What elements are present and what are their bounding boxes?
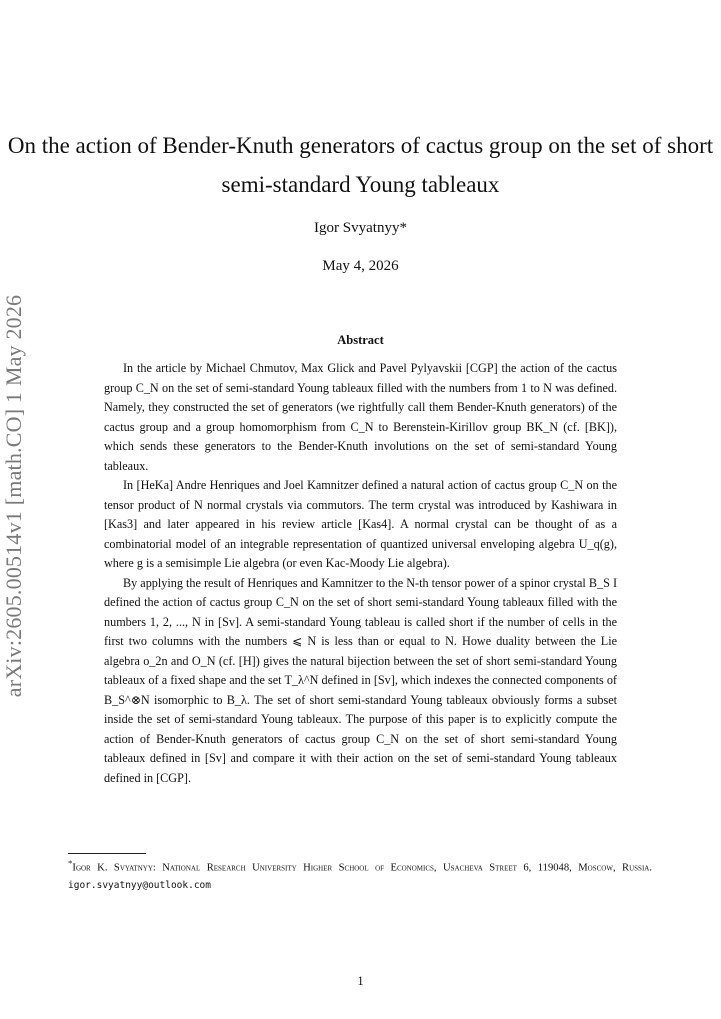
page-number: 1 (357, 974, 364, 988)
abstract-heading: Abstract (337, 333, 384, 347)
author-footnote (68, 855, 652, 894)
abstract-body (104, 359, 617, 788)
author-email-link[interactable]: igor.svyatnyy@outlook.com (68, 879, 211, 891)
arxiv-stamp-text: arXiv:2605.00514v1 [math.CO] 1 May 2026 (1, 294, 26, 698)
footnote-marker: * (68, 858, 73, 868)
author-name: Igor Svyatnyy* (314, 220, 407, 236)
abstract-paragraph: In the article by Michael Chmutov, Max Glick and Pavel Pylyavskii [CGP] the action of the cactus group C_N on the set of semi-standard Young tableaux filled with the numbers from 1 to N was defined. Namely, they constructed the set of generators (we rightfully call them Bender-Knuth generators) of the cactus group and a group homomorphism from C_N to Berenstein-Kirillov group BK_N (cf. [BK]), which sends these generators to the Bender-Knuth involutions on the set of semi-standard Young tableaux. (104, 361, 617, 473)
paper-title: On the action of Bender-Knuth generators of cactus group on the set of short semi-standard Young tableaux (7, 133, 714, 197)
footnote-affiliation: Igor K. Svyatnyy: National Research University Higher School of Economics, Usacheva Street 6, 119048, Moscow, Russia. (72, 862, 652, 874)
paper-date: May 4, 2026 (322, 258, 399, 274)
abstract-paragraph: By applying the result of Henriques and Kamnitzer to the N-th tensor power of a spinor crystal B_S I defined the action of cactus group C_N on the set of short semi-standard Young tableaux filled with the numbers 1, 2, ..., N in [Sv]. A semi-standard Young tableau is called short if the number of cells in the first two columns with the numbers ⩽ N is less than or equal to N. Howe duality between the Lie algebra o_2n and O_N (cf. [H]) gives the natural bijection between the set of short semi-standard Young tableaux of a fixed shape and the set T_λ^N defined in [Sv], which indexes the connected components of B_S^⊗N isomorphic to B_λ. The set of short semi-standard Young tableaux obviously forms a subset inside the set of semi-standard Young tableaux. The purpose of this paper is to explicitly compute the action of Bender-Knuth generators of cactus group C_N on the set of short semi-standard Young tableaux defined in [Sv] and compare it with their action on the set of semi-standard Young tableaux defined in [CGP]. (104, 575, 617, 785)
abstract-paragraph: In [HeKa] Andre Henriques and Joel Kamnitzer defined a natural action of cactus group C_N on the tensor product of N normal crystals via commutors. The term crystal was introduced by Kashiwara in [Kas3] and later appeared in his review article [Kas4]. A normal crystal can be thought of as a combinatorial model of an integrable representation of quantized universal enveloping algebra U_q(g), where g is a semisimple Lie algebra (or even Kac-Moody Lie algebra). (104, 478, 617, 570)
footnote-divider (68, 853, 146, 854)
